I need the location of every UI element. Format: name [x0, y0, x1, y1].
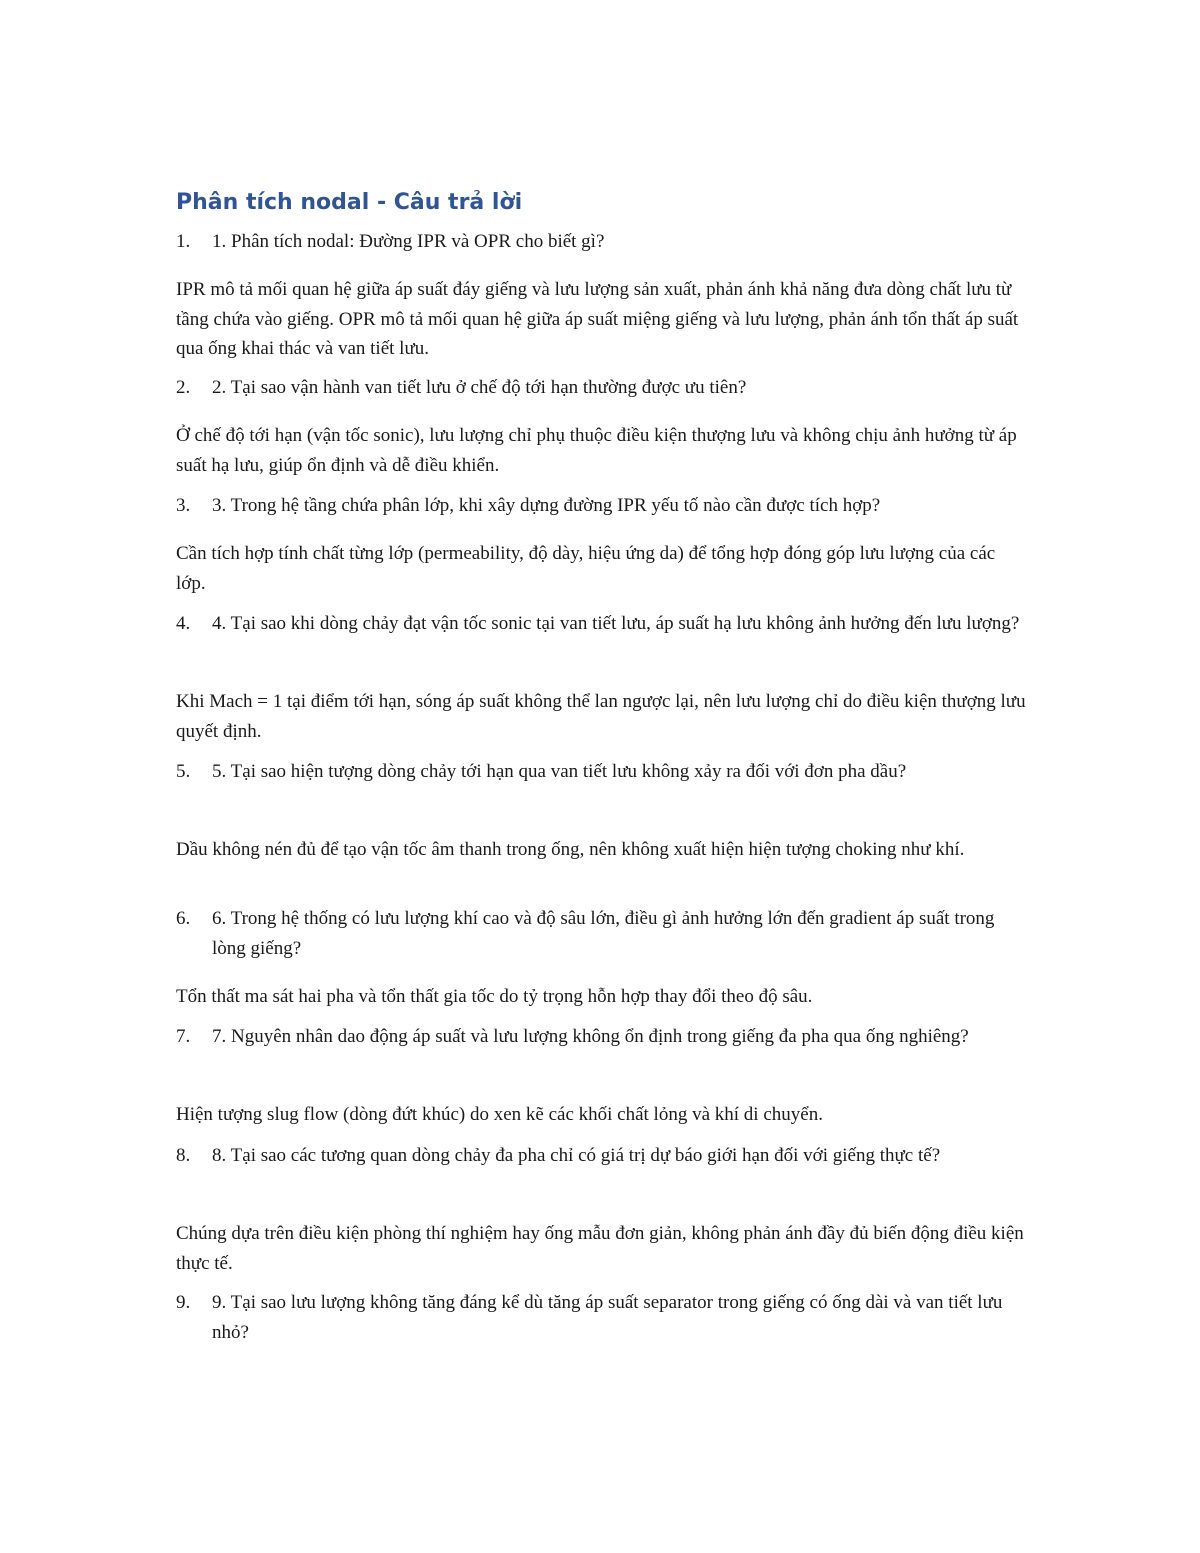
question-number: 9.: [176, 1292, 191, 1313]
question-text: 3. Trong hệ tầng chứa phân lớp, khi xây dựng đường IPR yếu tố nào cần được tích hợp?: [212, 495, 881, 516]
question-text: 9. Tại sao lưu lượng không tăng đáng kể dù tăng áp suất separator trong giếng có ống dài và van tiết lưu nhỏ?: [212, 1292, 1003, 1343]
question-item-2: [176, 373, 1026, 403]
question-text: 6. Trong hệ thống có lưu lượng khí cao và độ sâu lớn, điều gì ảnh hưởng lớn đến gradient áp suất trong lòng giếng?: [212, 908, 995, 959]
question-number: 4.: [176, 613, 191, 634]
question-text: 8. Tại sao các tương quan dòng chảy đa pha chỉ có giá trị dự báo giới hạn đối với giếng thực tế?: [212, 1145, 941, 1166]
question-item-3: [176, 491, 1026, 521]
answer-3: Cần tích hợp tính chất từng lớp (permeability, độ dày, hiệu ứng da) để tổng hợp đóng góp lưu lượng của các lớp.: [176, 543, 996, 594]
answer-1: IPR mô tả mối quan hệ giữa áp suất đáy giếng và lưu lượng sản xuất, phản ánh khả năng đưa dòng chất lưu từ tầng chứa vào giếng. OPR mô tả mối quan hệ giữa áp suất miệng giếng và lưu lượng, phản ánh tổn thất áp suất qua ống khai thác và van tiết lưu.: [176, 279, 1019, 359]
question-number: 3.: [176, 495, 191, 516]
question-number: 6.: [176, 908, 191, 929]
question-item-9: [176, 1288, 1026, 1347]
question-text: 4. Tại sao khi dòng chảy đạt vận tốc sonic tại van tiết lưu, áp suất hạ lưu không ảnh hưởng đến lưu lượng?: [212, 613, 1020, 634]
answer-6: Tổn thất ma sát hai pha và tổn thất gia tốc do tỷ trọng hỗn hợp thay đổi theo độ sâu.: [176, 986, 813, 1007]
question-item-6: [176, 904, 1026, 963]
question-number: 1.: [176, 231, 191, 252]
question-number: 2.: [176, 377, 191, 398]
answer-8: Chúng dựa trên điều kiện phòng thí nghiệm hay ống mẫu đơn giản, không phản ánh đầy đủ biến động điều kiện thực tế.: [176, 1223, 1024, 1274]
question-number: 5.: [176, 761, 191, 782]
answer-5: Dầu không nén đủ để tạo vận tốc âm thanh trong ống, nên không xuất hiện hiện tượng choking như khí.: [176, 839, 965, 860]
page-title: Phân tích nodal - Câu trả lời: [176, 190, 523, 215]
answer-7: Hiện tượng slug flow (dòng đứt khúc) do xen kẽ các khối chất lỏng và khí di chuyển.: [176, 1104, 823, 1125]
question-number: 7.: [176, 1026, 191, 1047]
question-item-1: [176, 227, 1026, 257]
question-item-7: [176, 1022, 1026, 1052]
question-item-5: [176, 757, 1026, 787]
answer-2: Ở chế độ tới hạn (vận tốc sonic), lưu lượng chỉ phụ thuộc điều kiện thượng lưu và không chịu ảnh hưởng từ áp suất hạ lưu, giúp ổn định và dễ điều khiển.: [176, 425, 1017, 476]
question-text: 5. Tại sao hiện tượng dòng chảy tới hạn qua van tiết lưu không xảy ra đối với đơn pha dầu?: [212, 761, 907, 782]
question-text: 1. Phân tích nodal: Đường IPR và OPR cho biết gì?: [212, 231, 605, 252]
question-number: 8.: [176, 1145, 191, 1166]
question-text: 7. Nguyên nhân dao động áp suất và lưu lượng không ổn định trong giếng đa pha qua ống nghiêng?: [212, 1026, 969, 1047]
question-text: 2. Tại sao vận hành van tiết lưu ở chế độ tới hạn thường được ưu tiên?: [212, 377, 747, 398]
answer-4: Khi Mach = 1 tại điểm tới hạn, sóng áp suất không thể lan ngược lại, nên lưu lượng chỉ do điều kiện thượng lưu quyết định.: [176, 691, 1026, 742]
question-item-4: [176, 609, 1026, 639]
question-item-8: [176, 1141, 1026, 1171]
